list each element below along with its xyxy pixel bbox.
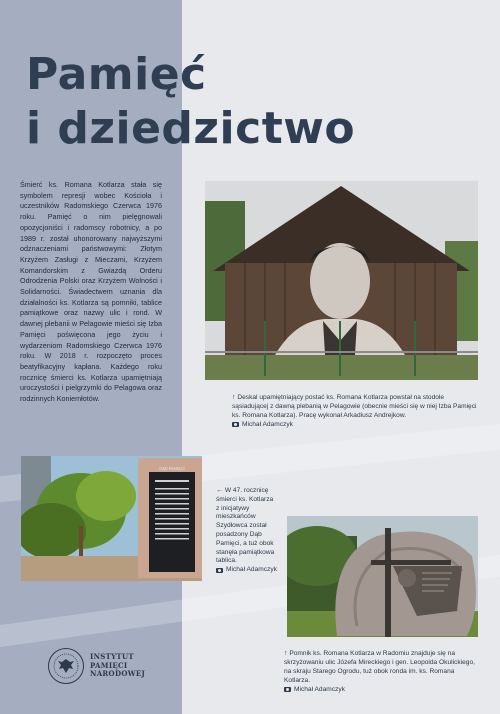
plaque-caption: [216, 487, 278, 575]
barn-caption: [232, 393, 478, 429]
camera-icon: [284, 687, 291, 692]
arrow-up-icon: ↑: [232, 394, 236, 401]
title-line-2: i dziedzictwo: [26, 103, 356, 154]
plaque-author-name: Michał Adamczyk: [226, 566, 277, 574]
oak-plaque-illustration: [21, 456, 202, 581]
camera-icon: [232, 422, 239, 427]
arrow-up-icon: ↑: [284, 650, 288, 657]
ipn-logo-text: [90, 653, 145, 679]
page-title: [26, 48, 355, 156]
barn-photo-author: [232, 420, 478, 429]
eagle-seal-icon: [48, 648, 84, 684]
barn-author-name: Michał Adamczyk: [242, 421, 293, 428]
logo-line-2: PAMIĘCI: [90, 660, 128, 670]
monument-caption: [284, 649, 478, 694]
barn-mural-photo: [205, 181, 478, 380]
barn-caption-text: Deskal upamiętniający postać ks. Romana Kotlarza powstał na stodole sąsiadującej z dawną plebanią w Pelagowie (obecnie mieści się w niej Izba Pamięci ks. Romana Kotlarza). Pracę wykonał Arkadiusz Andrejkow.: [232, 394, 477, 419]
plaque-caption-text: W 47. rocznicę śmierci ks. Kotlarza z inicjatywy mieszkańców Szydłowca został posadzony Dąb Pamięci, a tuż obok stanęła pamiątkowa tablica.: [216, 487, 275, 565]
plaque-photo-author: [216, 566, 278, 575]
monument-illustration: [287, 516, 478, 637]
plaque-inscription: DĄB PAMIĘCI: [159, 466, 185, 471]
title-line-1: Pamięć: [26, 49, 207, 100]
monument-photo: [287, 516, 478, 637]
camera-icon: [216, 568, 223, 573]
monument-author-name: Michał Adamczyk: [294, 686, 345, 693]
monument-photo-author: [284, 685, 478, 694]
logo-line-3: NARODOWEJ: [90, 669, 146, 679]
monument-caption-text: Pomnik ks. Romana Kotlarza w Radomiu znajduje się na skrzyżowaniu ulic Józefa Mireckiego i gen. Leopolda Okulickiego, na skraju Starego Ogrodu, tuż obok ronda im. ks. Romana Kotlarza.: [284, 650, 475, 684]
oak-plaque-photo: [21, 456, 202, 581]
arrow-left-icon: ←: [216, 487, 223, 494]
logo-line-1: INSTYTUT: [90, 652, 134, 662]
body-text: Śmierć ks. Romana Kotlarza stała się symbolem represji wobec Kościoła i uczestników Radomskiego Czerwca 1976 roku. Pamięć o nim pielęgnowali opozycjoniści i radomscy robotnicy, a po 1989 r. został uhonorowany najwyższymi odznaczeniami państwowymi: Złotym Krzyżem Zasługi z Mieczami, Krzyżem Komandorskim z Gwiazdą Orderu Odrodzenia Polski oraz Krzyżem Wolności i Solidarności. Świadectwem uznania dla działalności ks. Kotlarza są pomniki, tablice pamiątkowe oraz nazwy ulic i rond. W dawnej plebanii w Pelagowie mieści się Izba Pamięci poświęcona jego życiu i wydarzeniom Radomskiego Czerwca 1976 roku. W 2018 r. rozpoczęto proces beatyfikacyjny kapłana. Każdego roku rocznicę śmierci ks. Kotlarza upamiętniają uroczystości i pielgrzymki do Pelagowa oraz rodzinnych Koniemłotów.: [20, 180, 162, 404]
barn-illustration: [205, 181, 478, 380]
ipn-logo: [48, 648, 145, 684]
